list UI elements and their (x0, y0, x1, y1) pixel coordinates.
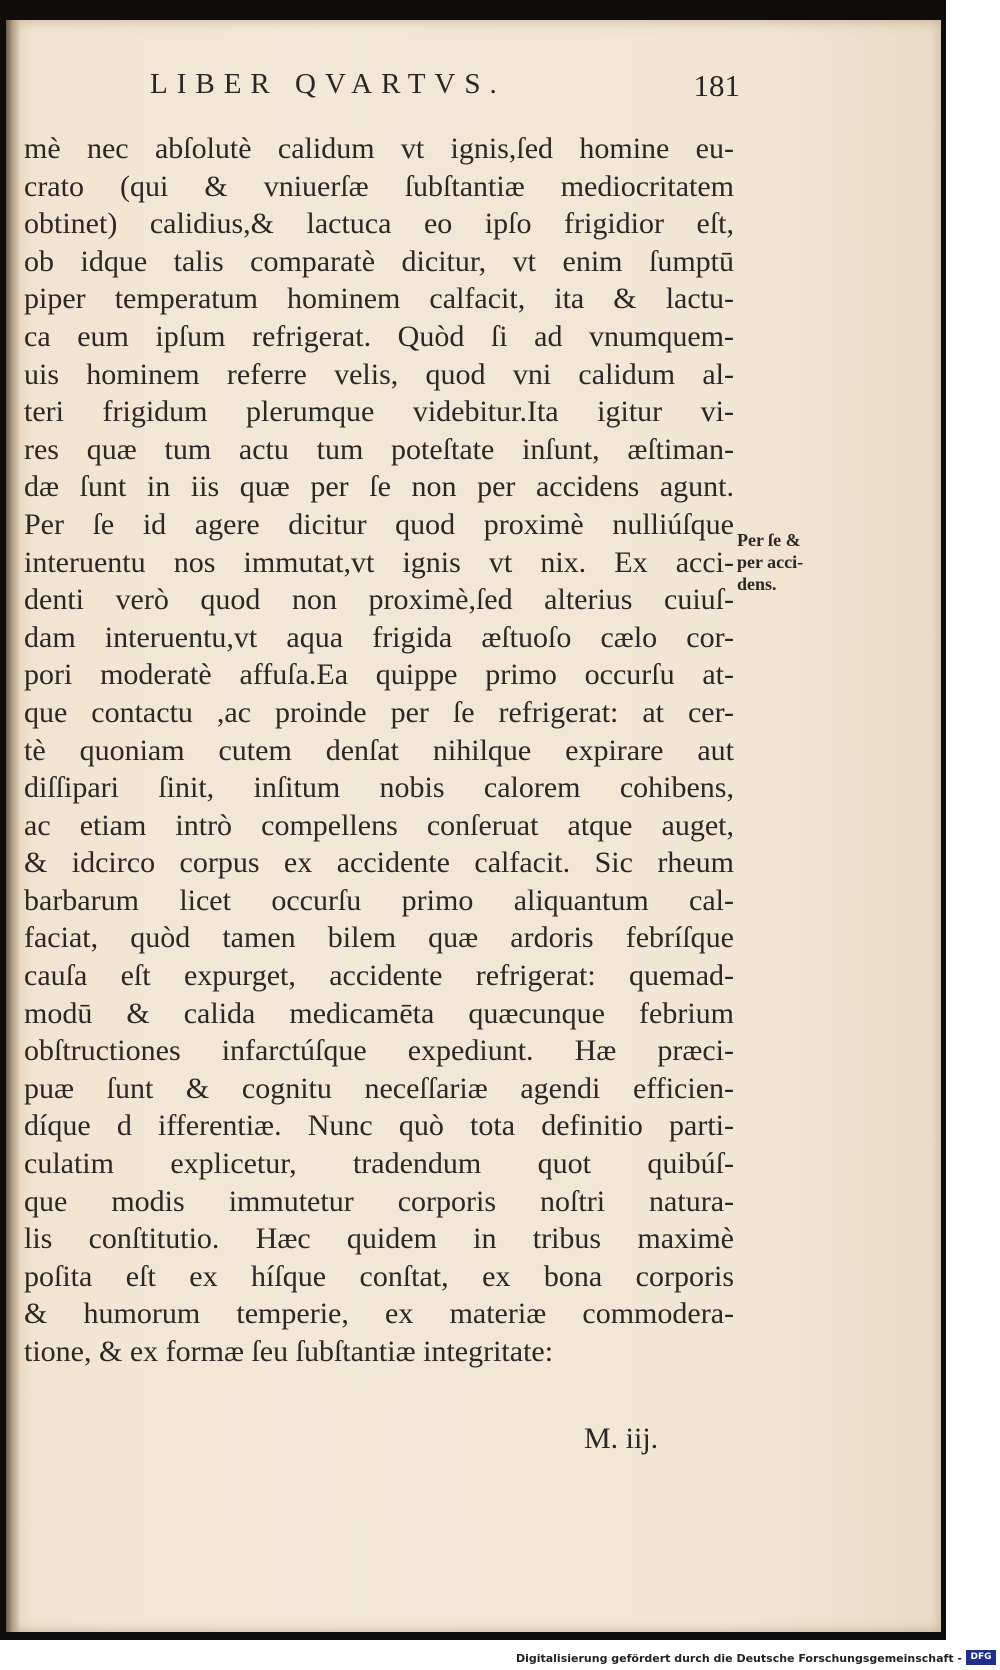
text-line: Per ſe id agere dicitur quod proximè nulliúſque (24, 507, 734, 541)
marginal-note-line: dens. (737, 574, 777, 594)
text-line: ob idque talis comparatè dicitur, vt enim ſumptū (24, 244, 734, 278)
text-line: piper temperatum hominem calfacit, ita & lactu- (24, 282, 734, 316)
text-line: interuentu nos immutat,vt ignis vt nix. Ex acci- (24, 545, 734, 579)
text-line: diſſipari ſinit, inſitum nobis calorem cohibens, (24, 771, 734, 805)
text-line: que contactu ,ac proinde per ſe refrigerat: at cer- (24, 695, 734, 729)
text-line: puæ ſunt & cognitu neceſſariæ agendi efficien- (24, 1071, 734, 1105)
text-line: crato (qui & vniuerſæ ſubſtantiæ mediocritatem (24, 169, 734, 203)
text-line: uis hominem referre velis, quod vni calidum al- (24, 357, 734, 391)
text-line: & humorum temperie, ex materiæ commodera- (24, 1297, 734, 1331)
text-line: dæ ſunt in iis quæ per ſe non per accidens agunt. (24, 470, 734, 504)
marginal-note-line: per acci- (737, 552, 804, 572)
text-line: teri frigidum plerumque videbitur.Ita igitur vi- (24, 395, 734, 429)
marginal-note (737, 529, 817, 595)
text-line: faciat, quòd tamen bilem quæ ardoris febríſque (24, 921, 734, 955)
text-line: poſita eſt ex híſque conſtat, ex bona corporis (24, 1259, 734, 1293)
text-line: modū & calida medicamēta quæcunque febrium (24, 996, 734, 1030)
text-line: culatim explicetur, tradendum quot quibúſ- (24, 1147, 734, 1181)
funding-credit: Digitalisierung gefördert durch die Deutsche Forschungsgemeinschaft - (515, 1652, 962, 1665)
text-line: obtinet) calidius,& lactuca eo ipſo frigidior eſt, (24, 207, 734, 241)
text-line: tione, & ex formæ ſeu ſubſtantiæ integritate: (24, 1335, 554, 1368)
text-line: denti verò quod non proximè,ſed alterius cuiuſ- (24, 583, 734, 617)
text-line: que modis immutetur corporis noſtri natura- (24, 1184, 734, 1218)
text-line: díque d ifferentiæ. Nunc quò tota definitio parti- (24, 1109, 734, 1143)
body-text (24, 130, 734, 1371)
text-line: dam interuentu,vt aqua frigida æſtuoſo cælo cor- (24, 620, 734, 654)
running-head-title: LIBER QVARTVS. (150, 68, 506, 100)
page-number: 181 (693, 68, 740, 103)
marginal-note-line: Per ſe & (737, 530, 801, 550)
text-line: res quæ tum actu tum poteſtate inſunt, æſtiman- (24, 432, 734, 466)
running-head (150, 68, 740, 112)
page-gutter (6, 20, 20, 1632)
signature-mark: M. iij. (584, 1422, 659, 1455)
text-line: pori moderatè affuſa.Ea quippe primo occurſu at- (24, 658, 734, 692)
text-line: obſtructiones infarctúſque expediunt. Hæ præci- (24, 1034, 734, 1068)
text-line: ac etiam intrò compellens conſeruat atque auget, (24, 808, 734, 842)
text-line: cauſa eſt expurget, accidente refrigerat: quemad- (24, 959, 734, 993)
text-line: tè quoniam cutem denſat nihilque expirare aut (24, 733, 734, 767)
text-line: barbarum licet occurſu primo aliquantum cal- (24, 883, 734, 917)
text-line: ca eum ipſum refrigerat. Quòd ſi ad vnumquem- (24, 319, 734, 353)
dfg-logo: DFG (966, 1650, 996, 1665)
text-line: mè nec abſolutè calidum vt ignis,ſed homine eu- (24, 132, 734, 165)
text-line: & idcirco corpus ex accidente calfacit. Sic rheum (24, 846, 734, 880)
text-line: lis conſtitutio. Hæc quidem in tribus maximè (24, 1222, 734, 1256)
